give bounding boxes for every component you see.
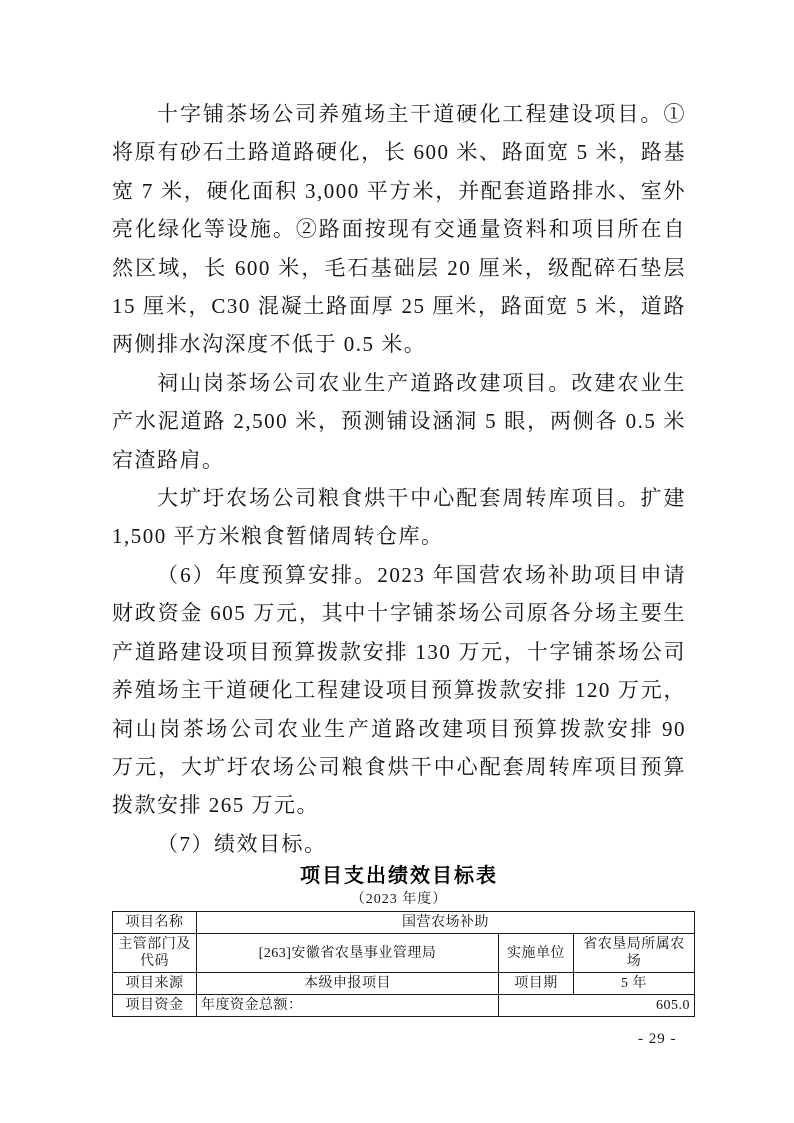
cell-period-label: 项目期 bbox=[499, 973, 574, 995]
cell-source-value: 本级申报项目 bbox=[197, 973, 499, 995]
paragraph-performance-goal: （7）绩效目标。 bbox=[157, 831, 327, 856]
paragraph-project-road-hardening: 十字铺茶场公司养殖场主干道硬化工程建设项目。①将原有砂石土路道路硬化，长 600 米、路面宽 5 米，路基宽 7 米，硬化面积 3,000 平方米，并配套道路排水、室外亮化绿化等设施。②路面按现有交通量资料和项目所在自然区域，长 600 米，毛石基础层 20 厘米，级配碎石垫层 15 厘米，C30 混凝土路面厚 25 厘米，路面宽 5 米，道路两侧排水沟深度不低于 0.5 米。 bbox=[112, 102, 686, 357]
cell-project-name-value: 国营农场补助 bbox=[197, 912, 695, 934]
cell-fund-label: 项目资金 bbox=[113, 995, 197, 1017]
cell-dept-label: 主管部门及代码 bbox=[113, 934, 197, 973]
cell-impl-unit-value: 省农垦局所属农场 bbox=[574, 934, 695, 973]
page-number: - 29 - bbox=[638, 1031, 677, 1047]
table-title: 项目支出绩效目标表 bbox=[300, 865, 498, 888]
cell-period-value: 5 年 bbox=[574, 973, 695, 995]
cell-fund-value: 年度资金总额： bbox=[197, 995, 499, 1017]
performance-target-table bbox=[112, 911, 695, 1017]
table-row-fund bbox=[113, 995, 695, 1017]
table-row-source bbox=[113, 973, 695, 995]
cell-project-name-label: 项目名称 bbox=[113, 912, 197, 934]
cell-impl-unit-label: 实施单位 bbox=[499, 934, 574, 973]
content-column bbox=[112, 95, 690, 1017]
table-row-project-name bbox=[113, 912, 695, 934]
paragraph-project-road-rebuild: 祠山岗茶场公司农业生产道路改建项目。改建农业生产水泥道路 2,500 米，预测铺设涵洞 5 眼，两侧各 0.5 米宕渣路肩。 bbox=[112, 370, 686, 472]
table-row-department bbox=[113, 934, 695, 973]
cell-dept-value: [263]安徽省农垦事业管理局 bbox=[197, 934, 499, 973]
table-subtitle: （2023 年度） bbox=[350, 892, 448, 908]
cell-source-label: 项目来源 bbox=[113, 973, 197, 995]
cell-fund-amount: 605.0 bbox=[499, 995, 695, 1017]
paragraph-project-grain-warehouse: 大圹圩农场公司粮食烘干中心配套周转库项目。扩建 1,500 平方米粮食暂储周转仓库。 bbox=[112, 486, 686, 549]
paragraph-annual-budget: （6）年度预算安排。2023 年国营农场补助项目申请财政资金 605 万元，其中十字铺茶场公司原各分场主要生产道路建设项目预算拨款安排 130 万元，十字铺茶场公司养殖场主干道硬化工程建设项目预算拨款安排 120 万元，祠山岗茶场公司农业生产道路改建项目预算拨款安排 90 万元，大圹圩农场公司粮食烘干中心配套周转库项目预算拨款安排 265 万元。 bbox=[112, 562, 686, 818]
